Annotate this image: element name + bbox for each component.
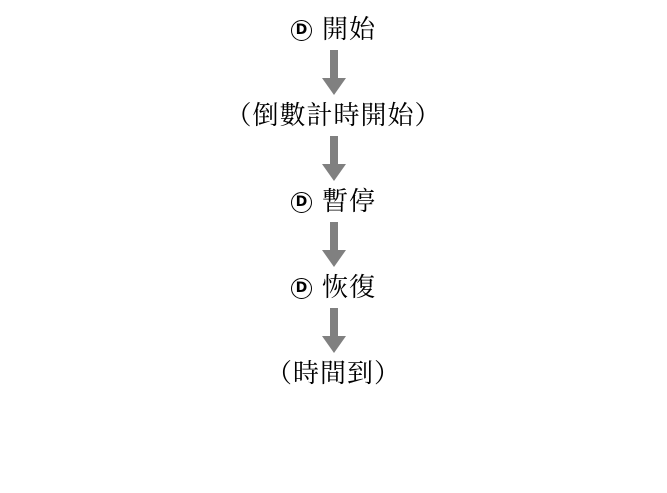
flow-node-resume [291, 268, 376, 308]
flow-node-label: （倒數計時開始） [225, 100, 442, 131]
arrow-down-icon-3 [314, 222, 354, 268]
arrow-down-icon-2 [314, 136, 354, 182]
flow-node-label: 暫停 [321, 186, 376, 217]
arrow-down-icon-4 [314, 308, 354, 354]
flow-node-label: （時間到） [265, 358, 401, 389]
circled-d-icon: D [291, 192, 312, 213]
flow-node-countdown-start [225, 96, 441, 136]
flow-node-label: 開始 [321, 14, 376, 45]
arrow-down-icon-1 [314, 50, 354, 96]
flow-node-time-up [266, 354, 401, 394]
flow-node-start [291, 10, 376, 50]
flow-node-label: 恢復 [321, 272, 376, 303]
circled-d-icon: D [291, 20, 312, 41]
flow-node-pause [291, 182, 376, 222]
circled-d-icon: D [291, 278, 312, 299]
